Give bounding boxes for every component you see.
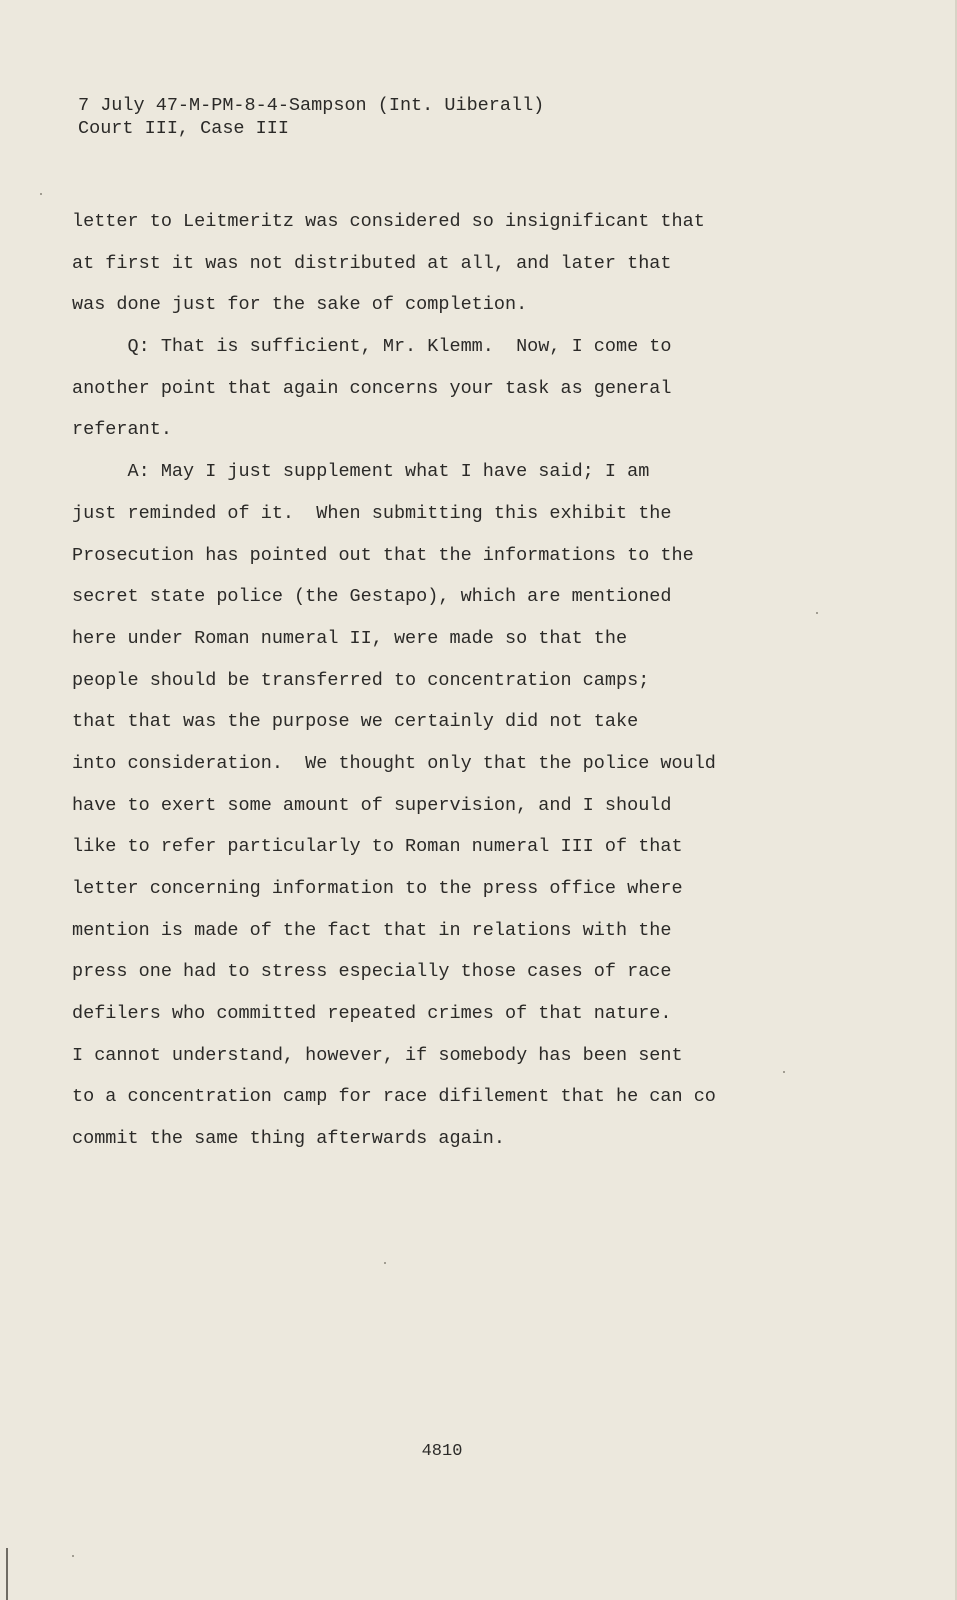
transcript-line: defilers who committed repeated crimes of that nature. [72,1003,672,1025]
transcript-line: just reminded of it. When submitting this exhibit the [72,502,672,524]
paper-speck [816,612,818,614]
binding-edge-mark [6,1548,8,1600]
page-number: 4810 [421,1442,463,1461]
paper-speck [40,193,42,195]
transcript-line: secret state police (the Gestapo), which are mentioned [72,586,672,608]
transcript-line: was done just for the sake of completion. [72,294,528,316]
transcript-line: I cannot understand, however, if somebody has been sent [72,1044,683,1066]
transcript-line: into consideration. We thought only that the police would [72,752,716,774]
paper-speck [783,1071,785,1073]
transcript-line: here under Roman numeral II, were made so that the [72,627,628,649]
paper-speck [72,1555,74,1557]
transcript-line: A: May I just supplement what I have said; I am [72,461,650,483]
transcript-line: at first it was not distributed at all, and later that [72,252,672,274]
transcript-line: Q: That is sufficient, Mr. Klemm. Now, I come to [72,336,672,358]
transcript-line: like to refer particularly to Roman numeral III of that [72,836,683,858]
transcript-body [72,208,872,1167]
transcript-line: referant. [72,419,172,441]
transcript-line: letter concerning information to the press office where [72,878,683,899]
transcript-line: letter to Leitmeritz was considered so insignificant that [72,211,705,232]
header-line-court-case: Court III, Case III [78,118,289,139]
transcript-line: another point that again concerns your task as general [72,377,672,399]
transcript-line: have to exert some amount of supervision, and I should [72,794,672,816]
transcript-line: Prosecution has pointed out that the informations to the [72,544,694,566]
header-line-date-session: 7 July 47-M-PM-8-4-Sampson (Int. Uiberall) [78,95,545,116]
transcript-line: press one had to stress especially those cases of race [72,961,672,983]
transcript-line: mention is made of the fact that in relations with the [72,919,672,941]
transcript-line: to a concentration camp for race difilement that he can co [72,1086,716,1108]
paper-speck [384,1262,386,1264]
transcript-line: commit the same thing afterwards again. [72,1128,505,1150]
transcript-line: people should be transferred to concentration camps; [72,669,650,691]
document-header [78,94,544,140]
transcript-line: that that was the purpose we certainly did not take [72,711,639,733]
